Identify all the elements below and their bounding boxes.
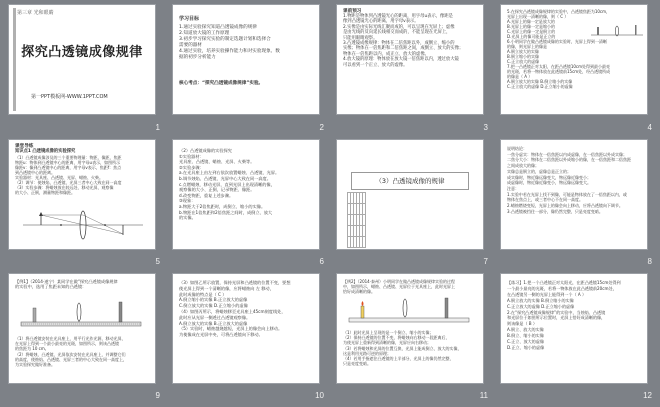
optical-bench-figure [347, 294, 473, 328]
slide-number: 6 [319, 257, 324, 266]
slide-number: 5 [155, 257, 160, 266]
slide-11[interactable] [336, 273, 484, 384]
slide-12[interactable] [500, 273, 648, 384]
slide-focus: 核心考点：“探究凸透镜成像规律”实验。 [179, 81, 264, 86]
slide-subheading: 知识点1 凸透镜成像的实验探究 [15, 149, 76, 154]
slide-title: （3）凸透镜成像的规律 [351, 172, 469, 190]
slide-heading: 课堂导练 [15, 144, 34, 149]
slide-number: 10 [315, 391, 324, 400]
slide-body: （3）如图乙所示放置，保持光屏和凸透镜的位置不变，要想 使光屏上得到一个清晰的像，应将蜡烛向 左 移动， 此时成像的特点是（ C ） A.倒立缩小的实像 B.正立放大的虚像 C.倒立放大的实像 D.正立缩小的虚像 （4）如图丙所示，将蜡烛移至光具座上45cm刻度线处， 此时应从光屏一侧透过凸透镜观察像。 A.倒立放大的实像 B.正立放大的虚像 （5）实验时，蜡烛越烧越短，光屏上的像会向上移动。 为使像成在光屏中央，可将凸透镜向下移动。 [179, 280, 291, 338]
table-row [348, 193, 366, 204]
slide-footer: 第一PPT模板网-WWW.1PPT.COM [31, 94, 108, 100]
slide-number: 9 [155, 391, 160, 400]
table-row [348, 215, 366, 226]
slide-number: 7 [483, 257, 488, 266]
slide-10[interactable] [172, 273, 320, 384]
table-row [348, 237, 366, 248]
slide-body: 【例2】（2014·泰州）小明同学在做凸透镜成像规律实验的过程 中，如图所示，蜡烛、凸透镜、光屏位于光具座上，此时光屏上 恰好成清晰的像。 [343, 279, 455, 294]
slide-body-continued: （1）此时光屏上呈现的是一个倒立、缩小的实像； （2）保持凸透镜的位置不变，将蜡烛向右移动一段距离后， 为使光屏上重新得到清晰的像，光屏应向右移动； （3）若将蜡烛和光屏的位置互换，光屏上能成倒立、放大的实像， 这是利用光路可逆的原理； （4）若用手指遮住凸透镜的上半部分，光屏上的像仍然完整， 只是亮度变暗。 [343, 330, 462, 367]
slide-heading: 学习目标 [179, 16, 200, 22]
slide-number: 2 [319, 123, 324, 132]
slide-body: 说明结论： 一焦分虚实：物体在一倍焦距以内成虚像，在一倍焦距以外成实像； 二焦分大小：物体在二倍焦距以外成缩小的像，在一倍焦距和二倍焦距 之间成放大的像； 实像总是倒立的，虚像总是正立的； 成实像时，物近像远像变大，物远像近像变小； 成虚像时，物近像近像变小，物远像远像变大。 注意： 1.实验中若在光屏上找不到像，可能是物体放在了一倍焦距以内，或 物体在焦点上，或三者中心不在同一高度。 2.蜡烛燃烧变短，光屏上的像会向上移动，应将凸透镜向下调节。 3.凸透镜被挡住一部分，像仍然完整，只是亮度变暗。 [507, 146, 631, 214]
slide-body: 5.在探究凸透镜成像规律的实验中，凸透镜焦距为10cm， 光屏上出现一清晰的像，则（ C ） A.光屏上的像一定是放大的 B.光屏上的像一定是缩小的 C.光屏上的像一定是倒立的 D.光屏上的像可能是正立的 6.小明同学在做凸透镜成像的实验时，光屏上得到一清晰 的像，则光屏上的像是 A.倒立放大的实像 B.倒立缩小的实像 C.正立放大的虚像 7.把一凸透镜正对太阳，在距凸透镜10cm处得到最小最亮 的光斑，若将一物体放在此透镜前15cm处，经凸透镜所成 的像是（ A ） A.倒立放大的实像 B.倒立缩小的实像 C.正立放大的虚像 D.正立缩小的虚像 [507, 9, 611, 89]
slide-body: 1.通过实验探究知道凸透镜成像的规律 2.知道放大镜的工作原理 3.初步学习探究实验的制定选题计划和选择合 需要的器材 4.通过实验，培养实验操作能力和对实验现象、数 据的初步分析能力 [179, 25, 280, 60]
slide-number: 11 [479, 391, 488, 400]
slide-2[interactable] [172, 4, 320, 115]
slide-4[interactable] [500, 4, 648, 115]
table-row [348, 226, 366, 237]
slide-number: 4 [647, 123, 652, 132]
slide-number: 1 [155, 123, 160, 132]
slide-3[interactable] [336, 4, 484, 115]
table-row [348, 204, 366, 215]
slide-number: 12 [643, 391, 652, 400]
slide-body: 1.物距是物体到凸透镜光心的距离，用字母u表示，像距是 像到凸透镜光心的距离，用字母v表示。 2.实像是由实际光线汇聚而成的，可以呈现在光屏上；虚像 是由光线的反向延长线相交而成的，不能呈现在光屏上， 只能用眼睛观察。 3.凸透镜成像规律：物体在二倍焦距以外，成倒立、缩小的 实像；物体在一倍焦距和二倍焦距之间，成倒立、放大的实像； 物体在一倍焦距以内，成正立、放大的虚像。 4.放大镜的原理：物体放在放大镜一倍焦距以内，透过放大镜 可以看到一个正立、放大的虚像。 [343, 14, 464, 68]
slide-number: 8 [647, 257, 652, 266]
slide-title: 探究凸透镜成像规律 [21, 45, 143, 60]
slide-body: （2）凸透镜成像的实验探究 ①实验器材： 光具座、凸透镜、蜡烛、光屏、火柴等。 ②实验步骤： a.在光具座上由左到右依次放置蜡烛、凸透镜、光屏。 b.调节烛焰、凸透镜、光屏中心大致在同一高度。 c.点燃蜡烛，移动光屏，直到光屏上出现清晰的像， 观察像的大小、正倒，记录物距、像距。 d.改变物距，重复上述步骤。 ③现象： a.物距大于2倍焦距时，成倒立、缩小的实像。 b.物距在1倍焦距和2倍焦距之间时，成倒立、放大 的实像。 [179, 148, 280, 221]
slide-6[interactable] [172, 139, 320, 250]
data-table [347, 192, 366, 248]
optical-bench-figure [19, 294, 145, 332]
slide-heading: 课前预习 [343, 9, 362, 14]
lens-diagram-figure [23, 208, 143, 242]
slide-number: 3 [483, 123, 488, 132]
slide-body: （1）凸透镜成像涉及的三个重要物理量：物距、像距、焦距 物距u：物体到凸透镜中心的距离，用字母u表示，如图所示 像距v：像到凸透镜中心的距离，用字母v表示，焦距f：焦点 到凸透镜中心的距离。 实验器材：光具座、凸透镜、光屏、蜡烛、火柴。 （2）调节：使烛焰、凸透镜、光屏三者中心大致在同一高度 （3）实验步骤：将蜡烛放在较远处，移动光屏，观察像 的大小、正倒，测量物距和像距。 [15, 155, 122, 195]
slide-9[interactable] [8, 273, 156, 384]
slide-5[interactable] [8, 139, 156, 250]
slide-body: 【例1】（2014·遂宁）某同学在做“探究凸透镜成像规律 的实验中，选用了焦距未知的凸透镜： [15, 279, 118, 290]
chapter-header: 第三章 光和眼睛 [17, 10, 54, 16]
slide-body-continued: （1）将凸透镜安装在光具座上，用平行光作光源，移动光屏， 在光屏上得到一个最小最亮的光斑，如图所示，则该凸透镜 的焦距为 10 cm。 （2）将蜡烛、凸透镜、光屏依次安装在光具座上，并调整它们 的高度，使烛焰、凸透镜、光屏三者的中心大致在同一高度上， 为实验探究做好准备。 [15, 336, 127, 368]
slide-7[interactable] [336, 139, 484, 250]
slide-1[interactable] [8, 4, 156, 115]
optical-bench-figure [591, 23, 643, 39]
slide-8[interactable] [500, 139, 648, 250]
slide-body: 【练习】1.把一个凸透镜正对太阳光，在距凸透镜15cm处得到 一个最小最亮的光斑，若将一物体放在此凸透镜前20cm处， 在凸透镜另一侧的光屏上能得到一个（ A ） A.倒立放大的实像 B.倒立缩小的实像 C.正立放大的虚像 D.正立缩小的虚像 2.在“探究凸透镜成像规律”的实验中，当烛焰、凸透镜 和光屏位于如图所示位置时，光屏上恰好成清晰的像， 则该像是（ B ） A.倒立、放大的实像 B.倒立、缩小的实像 C.正立、放大的虚像 D.正立、缩小的虚像 [507, 280, 621, 350]
